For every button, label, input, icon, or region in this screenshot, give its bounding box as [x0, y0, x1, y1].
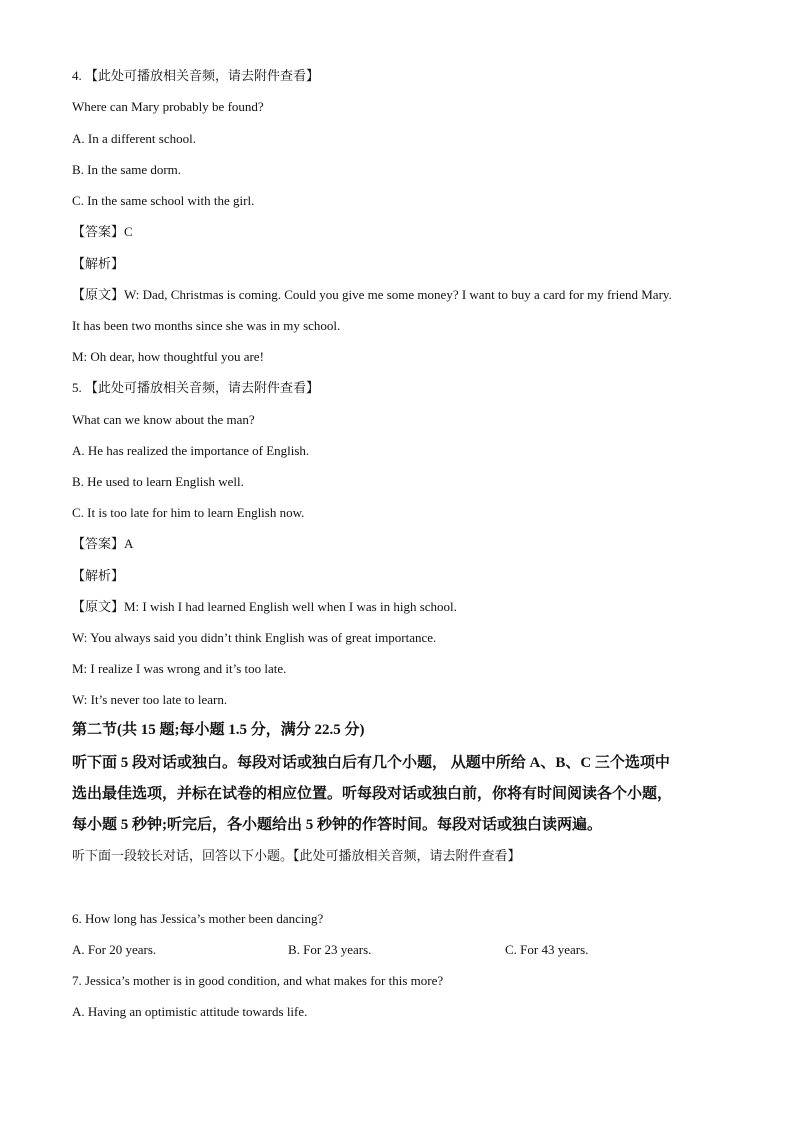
q5-analysis-label: 【解析】 — [72, 568, 125, 583]
listen-note: 听下面一段较长对话，回答以下小题。【此处可播放相关音频，请去附件查看】 — [72, 848, 521, 863]
q5-option-a: A. He has realized the importance of English. — [72, 443, 310, 458]
q6-option-a: A. For 20 years. — [72, 942, 157, 957]
q4-header: 4. 【此处可播放相关音频，请去附件查看】 — [72, 68, 320, 83]
q5-question: What can we know about the man? — [72, 412, 255, 427]
q5-option-c: C. It is too late for him to learn English now. — [72, 505, 305, 520]
section-title: 第二节(共 15 题;每小题 1.5 分，满分 22.5 分) — [72, 722, 365, 738]
q4-question: Where can Mary probably be found? — [72, 99, 264, 114]
q5-transcript-line-4: W: It’s never too late to learn. — [72, 692, 228, 707]
q4-answer: 【答案】C — [72, 224, 133, 239]
q5-transcript-line-2: W: You always said you didn’t think English was of great importance. — [72, 630, 437, 645]
q5-transcript-line-3: M: I realize I was wrong and it’s too late. — [72, 661, 287, 676]
q4-option-c: C. In the same school with the girl. — [72, 193, 255, 208]
q7-question: 7. Jessica’s mother is in good condition, and what makes for this more? — [72, 973, 444, 988]
q5-header: 5. 【此处可播放相关音频，请去附件查看】 — [72, 380, 320, 395]
section-instructions-line-2: 选出最佳选项，并标在试卷的相应位置。听每段对话或独白前，你将有时间阅读各个小题， — [72, 786, 673, 802]
section-instructions-line-1: 听下面 5 段对话或独白。每段对话或独白后有几个小题， 从题中所给 A、B、C 三个选项中 — [72, 755, 670, 771]
q4-transcript-line-3: M: Oh dear, how thoughtful you are! — [72, 349, 264, 364]
section-instructions-line-3: 每小题 5 秒钟;听完后，各小题给出 5 秒钟的作答时间。每段对话或独白读两遍。 — [72, 817, 602, 833]
q5-transcript-line-1: 【原文】M: I wish I had learned English well when I was in high school. — [72, 599, 457, 614]
q4-analysis-label: 【解析】 — [72, 256, 125, 271]
q4-transcript-line-2: It has been two months since she was in my school. — [72, 318, 341, 333]
q5-answer: 【答案】A — [72, 536, 134, 551]
q4-option-a: A. In a different school. — [72, 131, 196, 146]
q6-question: 6. How long has Jessica’s mother been dancing? — [72, 911, 324, 926]
q4-transcript-line-1: 【原文】W: Dad, Christmas is coming. Could you give me some money? I want to buy a card for my friend Mary. — [72, 287, 672, 302]
q5-option-b: B. He used to learn English well. — [72, 474, 244, 489]
q6-option-c: C. For 43 years. — [505, 942, 589, 957]
q7-option-a: A. Having an optimistic attitude towards life. — [72, 1004, 308, 1019]
q6-option-b: B. For 23 years. — [288, 942, 372, 957]
q4-option-b: B. In the same dorm. — [72, 162, 182, 177]
